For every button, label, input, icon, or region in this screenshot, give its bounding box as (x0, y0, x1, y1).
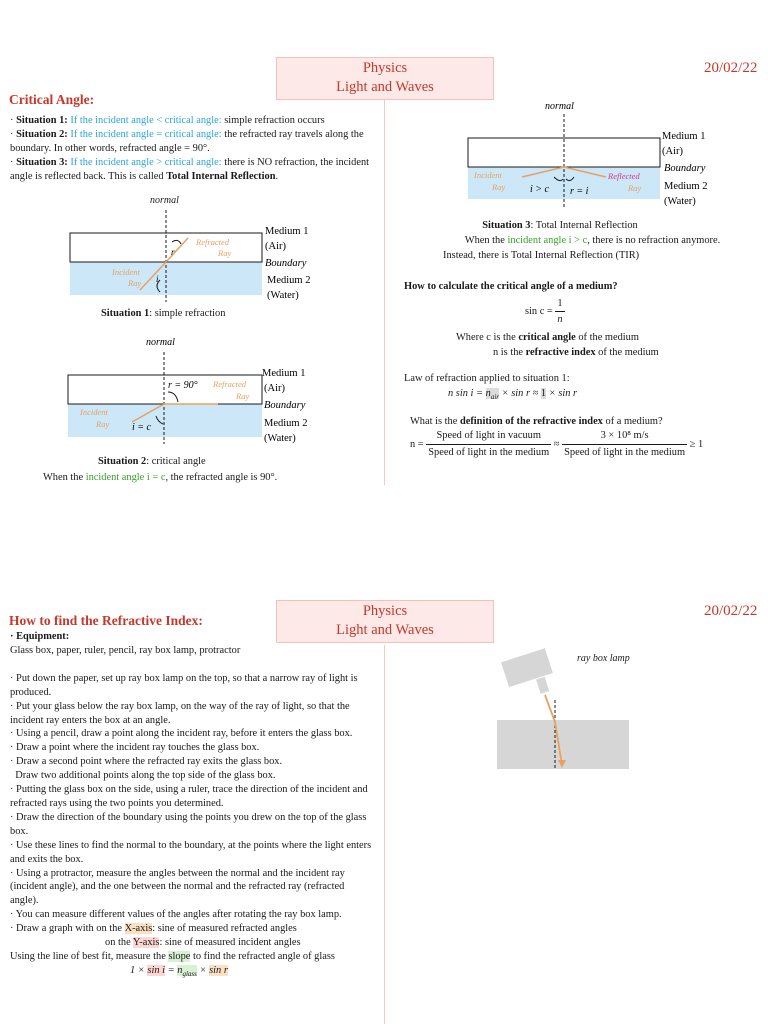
step-10: · Using a protractor, measure the angles between the normal and the incident ray (incident angle), and the one between the normal and the refracted ray (refracted angle). (10, 867, 345, 907)
final-equation: $1 \times \sin i = n_{glass} \times \sin r$ (130, 964, 228, 978)
critical-angle-formula: sin c = $\frac{1}{n}$ (525, 298, 563, 325)
diagram-situation-3 (460, 97, 740, 215)
lamp-incident-ray (545, 695, 555, 722)
procedure-text (10, 630, 372, 982)
d3-incident-label: Incident (474, 170, 502, 180)
header-subject: Physics (362, 60, 408, 76)
d2-medium2: Medium 2 (264, 418, 308, 429)
d3-angle-r-label: r = i (570, 186, 589, 197)
step-9: · Use these lines to find the normal to the boundary, at the points where the light enters and exits the box. (10, 839, 372, 865)
step-7: · Putting the glass box on the side, using a ruler, trace the direction of the incident and refracted rays using the two points you determined. (10, 784, 368, 809)
where-refractive: n is the refractive index of the medium (493, 347, 659, 358)
d3-medium1-sub: (Air) (662, 146, 683, 157)
d2-angle-r (168, 392, 178, 402)
header-topic: Light and Waves (336, 622, 434, 638)
d1-angle-r-label: r (171, 247, 175, 257)
d3-reflected-label2: Ray (628, 183, 642, 193)
graph-step-y: on the Y-axis: sine of measured incident angles (105, 937, 301, 949)
header-subject: Physics (362, 603, 408, 619)
d3-caption: Situation 3: Total Internal Reflection (482, 220, 638, 231)
refractive-index-definition: n = $\frac{\text{Speed of light in vacuum}}{\text{Speed of light in the medium}}$ ≈ $\frac{\text{3 × 10⁸ m/s}}{\text{Speed of light in the medium}}$ ≥ 1 (410, 430, 704, 458)
d1-incident-label: Incident (112, 267, 140, 277)
step-11: · You can measure different values of the angles after rotating the ray box lamp. (10, 909, 342, 921)
page1-date: 20/02/22 (704, 60, 758, 76)
d2-angle-r-label: r = 90° (168, 380, 198, 391)
definition-question: What is the definition of the refractive index of a medium? (410, 416, 663, 427)
d1-angle-i-label: i (156, 274, 159, 284)
d1-medium1-sub: (Air) (265, 241, 286, 252)
d2-normal-label: normal (146, 337, 175, 348)
situation-3: · Situation 3: If the incident angle > critical angle: there is NO refraction, the incident angle is reflected back. This is called Total Internal Reflection. (10, 157, 370, 182)
d2-medium1-sub: (Air) (264, 383, 285, 394)
step-5: · Draw a second point where the refracted ray exits the glass box. (10, 756, 283, 768)
situations-text (10, 114, 372, 184)
where-critical: Where c is the critical angle of the medium (456, 332, 639, 343)
d1-refracted-label2: Ray (218, 248, 232, 258)
d3-medium2-sub: (Water) (664, 196, 696, 207)
d3-medium1: Medium 1 (662, 131, 706, 142)
situation-1: · Situation 1: If the incident angle < critical angle: simple refraction occurs (10, 115, 325, 126)
d1-caption: Situation 1: simple refraction (101, 308, 226, 319)
d2-medium2-sub: (Water) (264, 433, 296, 444)
d3-normal-label: normal (545, 101, 574, 112)
graph-step: · Draw a graph with on the X-axis: sine of measured refracted angles (10, 923, 297, 935)
law-equation: n $\sin i = n_{air} \times \sin r \approx 1 \times \sin r$ (448, 388, 578, 402)
step-2: · Put your glass below the ray box lamp, on the way of the ray of light, so that the incident ray enters the box at an angle. (10, 700, 350, 726)
d1-medium2: Medium 2 (267, 275, 311, 286)
page2-date: 20/02/22 (704, 603, 758, 619)
situation-2: · Situation 2: If the incident angle = critical angle: the refracted ray travels along the boundary. In other words, refracted angle = 90°. (10, 129, 364, 154)
diagram-situation-2 (58, 332, 338, 447)
step-3: · Using a pencil, draw a point along the incident ray, before it enters the glass box. (10, 728, 353, 740)
d3-boundary: Boundary (664, 163, 706, 174)
lamp-stem (536, 677, 549, 694)
d3-medium1-box (468, 138, 660, 167)
d2-caption: Situation 2: critical angle (98, 456, 206, 467)
d3-angle-i-label: i > c (530, 184, 549, 195)
d3-medium2: Medium 2 (664, 181, 708, 192)
d1-medium2-sub: (Water) (267, 290, 299, 301)
step-1: · Put down the paper, set up ray box lamp on the top, so that a narrow ray of light is produced. (10, 672, 358, 698)
diagram-situation-1 (60, 190, 340, 305)
step-4: · Draw a point where the incident ray touches the glass box. (10, 742, 260, 754)
header-topic: Light and Waves (336, 79, 434, 95)
d1-angle-r (172, 240, 181, 244)
law-of-refraction: Law of refraction applied to situation 1: (404, 373, 570, 384)
calc-question: How to calculate the critical angle of a medium? (404, 281, 618, 292)
d1-refracted-label: Refracted (196, 237, 230, 247)
step-6: Draw two additional points along the top side of the glass box. (10, 770, 276, 782)
ray-box-lamp-diagram (490, 640, 640, 775)
d2-medium1: Medium 1 (262, 368, 306, 379)
d2-incident-label2: Ray (96, 419, 110, 429)
slope-step: Using the line of best fit, measure the slope to find the refracted angle of glass (10, 950, 335, 962)
d3-note-line2: Instead, there is Total Internal Reflection (TIR) (443, 250, 640, 261)
lamp-label: ray box lamp (577, 653, 630, 664)
d1-refracted-ray (166, 238, 188, 262)
refractive-index-title: How to find the Refractive Index: (9, 613, 203, 628)
d3-reflected-label: Reflected (608, 171, 640, 181)
d2-refracted-label2: Ray (236, 391, 250, 401)
page1-divider (384, 100, 385, 485)
d2-note: When the incident angle i = c, the refracted angle is 90°. (43, 472, 278, 483)
d2-angle-i-label: i = c (132, 422, 151, 433)
critical-angle-title: Critical Angle: (9, 92, 95, 107)
d2-incident-label: Incident (80, 407, 108, 417)
equipment-label: · Equipment: (10, 631, 70, 642)
d1-boundary: Boundary (265, 258, 307, 269)
d1-incident-label2: Ray (128, 278, 142, 288)
d1-medium1: Medium 1 (265, 226, 309, 237)
d3-note: When the incident angle i > c, there is no refraction anymore. (464, 235, 721, 246)
d1-normal-label: normal (150, 195, 179, 206)
d2-refracted-label: Refracted (213, 379, 247, 389)
step-8: · Draw the direction of the boundary using the points you drew on the top of the glass box. (10, 811, 367, 837)
d3-incident-label2: Ray (492, 182, 506, 192)
page1-header (276, 57, 494, 100)
page2-divider (384, 645, 385, 1024)
equipment-list: Glass box, paper, ruler, pencil, ray box lamp, protractor (10, 644, 241, 656)
d2-boundary: Boundary (264, 400, 306, 411)
